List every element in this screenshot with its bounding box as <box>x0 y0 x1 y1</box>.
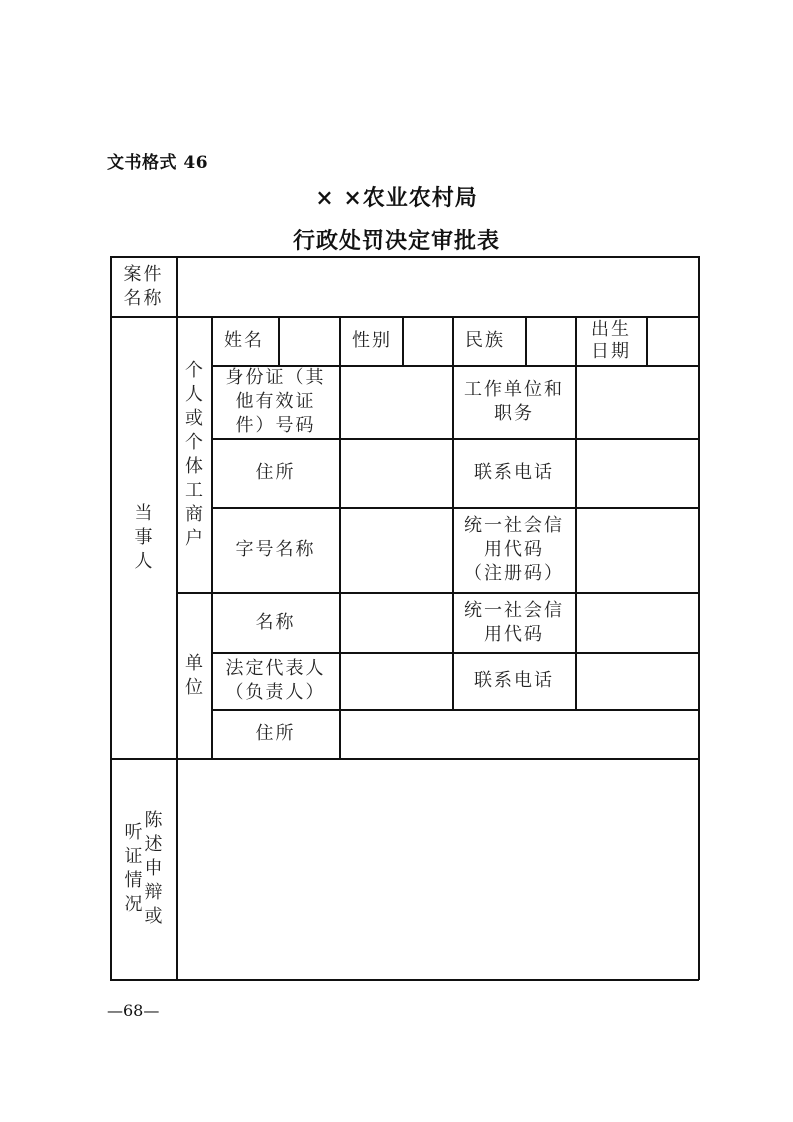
unit-credit-code-label: 统一社会信 用代码 <box>464 599 564 645</box>
work-unit-label: 工作单位和 职务 <box>464 379 564 424</box>
vertical-label-char: 或 <box>144 906 163 927</box>
vertical-label-column <box>145 809 163 929</box>
vertical-label-char: 体 <box>185 455 203 477</box>
vertical-label-char: 人 <box>134 550 153 572</box>
individual-address-field[interactable] <box>341 439 452 507</box>
vertical-label-char: 户 <box>185 527 203 549</box>
statement-hearing-label <box>111 759 176 979</box>
ethnicity-field[interactable] <box>527 317 575 365</box>
unit-address-label: 住所 <box>255 723 296 744</box>
vertical-label-char: 工 <box>185 479 203 501</box>
vertical-label-char: 证 <box>124 846 143 867</box>
party-label <box>111 317 176 758</box>
case-name-field[interactable] <box>178 257 698 316</box>
id-number-field[interactable] <box>341 366 452 438</box>
work-unit-field[interactable] <box>577 366 698 438</box>
trade-name-label: 字号名称 <box>235 539 316 560</box>
vertical-label-char: 或 <box>185 407 203 429</box>
ethnicity-label: 民族 <box>465 330 505 351</box>
document-title-form: 行政处罚决定审批表 <box>292 228 500 254</box>
vertical-label-char: 况 <box>124 894 143 915</box>
name-field[interactable] <box>280 317 339 365</box>
vertical-label-char: 位 <box>185 676 203 698</box>
birth-date-label: 出生 日期 <box>591 319 631 362</box>
vertical-label-char: 当 <box>134 502 153 524</box>
vertical-label-char: 单 <box>185 652 203 674</box>
vertical-label-char: 事 <box>134 526 153 548</box>
vertical-label-char: 情 <box>124 870 143 891</box>
individual-phone-field[interactable] <box>577 439 698 507</box>
unit-name-label: 名称 <box>255 611 296 633</box>
document-title-agency: × ×农业农村局 <box>315 185 478 211</box>
id-number-label: 身份证（其 他有效证 件）号码 <box>225 367 326 436</box>
unit-label <box>177 593 211 758</box>
birth-date-field[interactable] <box>648 317 698 365</box>
vertical-label-char: 辩 <box>144 882 163 903</box>
individual-address-label: 住所 <box>255 462 296 483</box>
individual-label <box>177 317 211 592</box>
vertical-label-char: 人 <box>185 383 203 405</box>
name-label: 姓名 <box>224 330 264 351</box>
vertical-label-column <box>125 821 143 917</box>
gender-field[interactable] <box>404 317 452 365</box>
individual-phone-label: 联系电话 <box>474 462 554 483</box>
gender-label: 性别 <box>352 330 392 351</box>
case-name-label: 案件 名称 <box>123 263 164 309</box>
page-number: —68— <box>107 1001 160 1020</box>
vertical-label-char: 个 <box>185 431 203 453</box>
legal-representative-field[interactable] <box>341 653 452 709</box>
vertical-label-char: 听 <box>124 822 143 843</box>
credit-code-registration-label: 统一社会信 用代码 （注册码） <box>464 515 564 584</box>
vertical-label-char: 商 <box>185 503 203 525</box>
unit-name-field[interactable] <box>341 593 452 652</box>
unit-phone-label: 联系电话 <box>474 670 554 691</box>
legal-representative-label: 法定代表人 （负责人） <box>225 658 326 703</box>
unit-credit-code-field[interactable] <box>577 593 698 652</box>
table-border-right <box>698 256 700 980</box>
vertical-label-char: 述 <box>144 834 163 855</box>
unit-phone-field[interactable] <box>577 653 698 709</box>
trade-name-field[interactable] <box>341 508 452 592</box>
table-border-bottom <box>110 979 699 981</box>
vertical-label-char: 申 <box>144 858 163 879</box>
vertical-label-char: 陈 <box>144 810 163 831</box>
credit-code-registration-field[interactable] <box>577 508 698 592</box>
unit-address-field[interactable] <box>341 710 698 758</box>
vertical-label-char: 个 <box>185 359 203 381</box>
statement-hearing-field[interactable] <box>178 759 698 979</box>
document-format-label: 文书格式 46 <box>107 153 209 173</box>
